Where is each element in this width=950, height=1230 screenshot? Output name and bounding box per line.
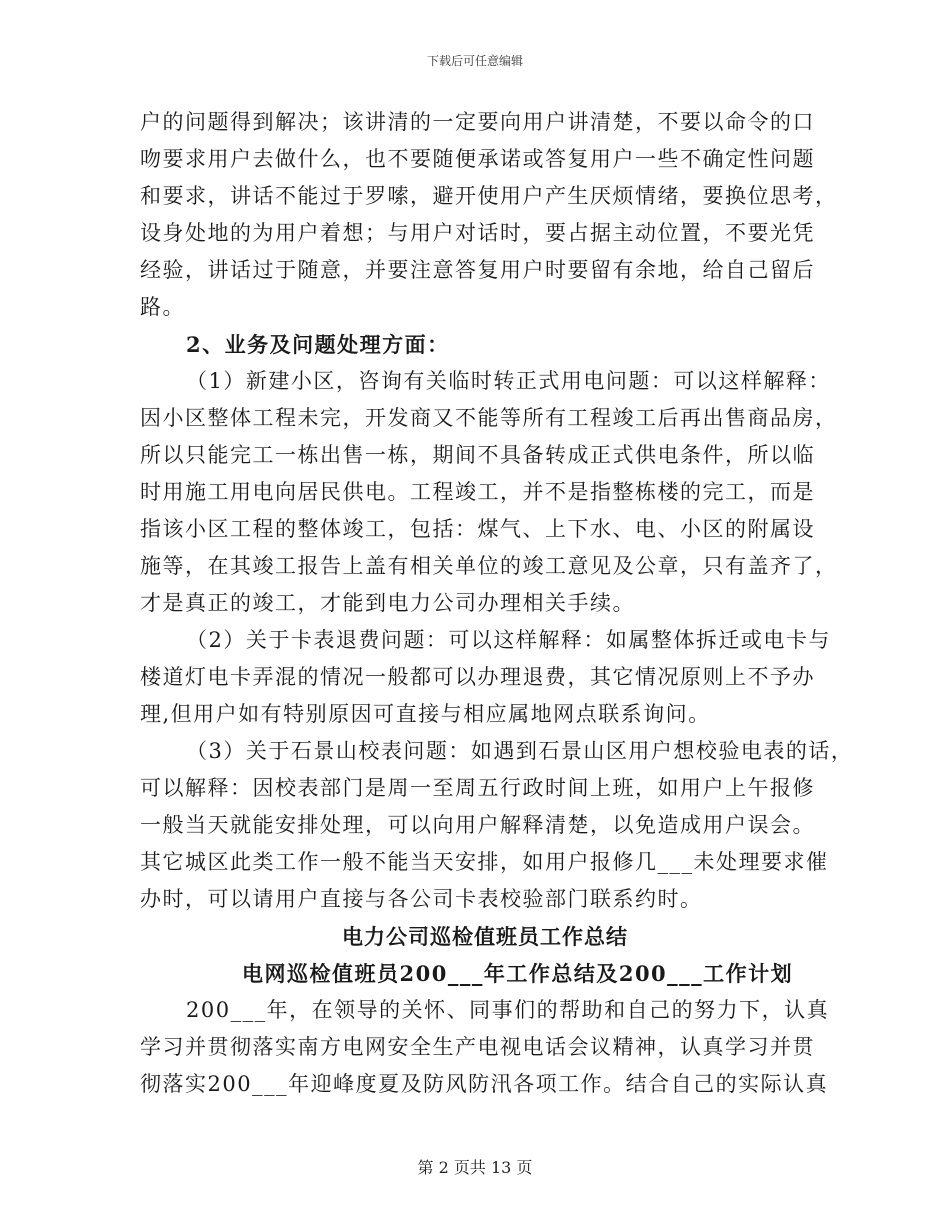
paragraph-line: 和要求，讲话不能过于罗嗦，避开使用户产生厌烦情绪，要换位思考， xyxy=(140,184,838,208)
paragraph-line: 设身处地的为用户着想；与用户对话时，要占据主动位置，不要光凭 xyxy=(140,221,815,245)
paragraph-line: （3）关于石景山校表问题：如遇到石景山区用户想校验电表的话， xyxy=(186,739,854,763)
paragraph-line: 施等，在其竣工报告上盖有相关单位的竣工意见及公章，只有盖齐了， xyxy=(140,554,838,578)
paragraph-line: 一般当天就能安排处理，可以向用户解释清楚，以免造成用户误会。 xyxy=(140,813,815,837)
paragraph-line: 才是真正的竣工，才能到电力公司办理相关手续。 xyxy=(140,591,635,615)
section-heading: 2、业务及问题处理方面： xyxy=(186,332,450,357)
page-header: 下载后可任意编辑 xyxy=(426,54,523,68)
paragraph-line: 理,但用户如有特别原因可直接与相应属地网点联系询问。 xyxy=(140,702,711,726)
paragraph-line: 其它城区此类工作一般不能当天安排，如用户报修几___未处理要求催 xyxy=(140,850,829,874)
paragraph-line: 户的问题得到解决；该讲清的一定要向用户讲清楚，不要以命令的口 xyxy=(140,110,815,134)
paragraph-line: 彻落实200___年迎峰度夏及防风防汛各项工作。结合自己的实际认真 xyxy=(140,1072,829,1096)
page-footer: 第 2 页共 13 页 xyxy=(417,1158,533,1177)
paragraph-line: 经验，讲话过于随意，并要注意答复用户时要留有余地，给自己留后 xyxy=(140,258,815,282)
paragraph-line: 吻要求用户去做什么，也不要随便承诺或答复用户一些不确定性问题 xyxy=(140,147,815,171)
document-subtitle: 电网巡检值班员200___年工作总结及200___工作计划 xyxy=(242,961,794,986)
paragraph-line: 指该小区工程的整体竣工，包括：煤气、上下水、电、小区的附属设 xyxy=(140,517,815,541)
paragraph-line: 所以只能完工一栋出售一栋，期间不具备转成正式供电条件，所以临 xyxy=(140,443,815,467)
paragraph-line: （2）关于卡表退费问题：可以这样解释：如属整体拆迁或电卡与 xyxy=(186,628,831,652)
document-body xyxy=(140,104,854,1103)
document-title: 电力公司巡检值班员工作总结 xyxy=(342,924,628,949)
paragraph-line: 200___年，在领导的关怀、同事们的帮助和自己的努力下，认真 xyxy=(186,998,830,1022)
paragraph-line: 时用施工用电向居民供电。工程竣工，并不是指整栋楼的完工，而是 xyxy=(140,480,815,504)
paragraph-line: 路。 xyxy=(140,295,185,319)
paragraph-line: 可以解释：因校表部门是周一至周五行政时间上班，如用户上午报修 xyxy=(140,776,815,800)
paragraph-line: 学习并贯彻落实南方电网安全生产电视电话会议精神，认真学习并贯 xyxy=(140,1035,815,1059)
paragraph-line: 因小区整体工程未完，开发商又不能等所有工程竣工后再出售商品房， xyxy=(140,406,838,430)
paragraph-line: 办时，可以请用户直接与各公司卡表校验部门联系约时。 xyxy=(140,887,703,911)
paragraph-line: 楼道灯电卡弄混的情况一般都可以办理退费，其它情况原则上不予办 xyxy=(140,665,815,689)
paragraph-line: （1）新建小区，咨询有关临时转正式用电问题：可以这样解释： xyxy=(186,369,831,393)
